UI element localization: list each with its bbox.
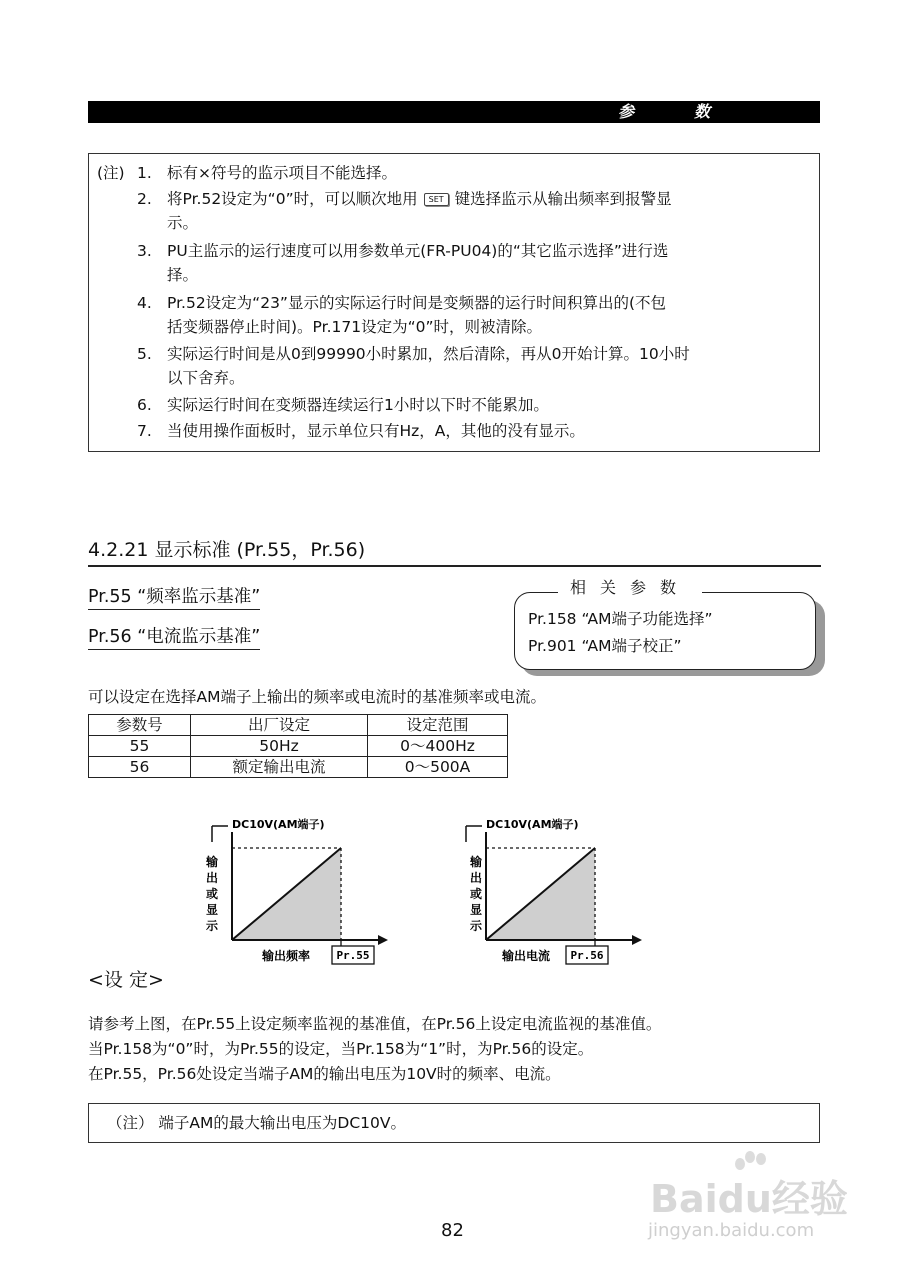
chart-1-ylabel-char: 显	[205, 903, 219, 917]
setting-line-1: 请参考上图，在Pr.55上设定频率监视的基准值，在Pr.56上设定电流监视的基准值。	[88, 1015, 662, 1033]
note-5-line-1: 实际运行时间是从0到99990小时累加，然后清除，再从0开始计算。10小时	[167, 345, 690, 363]
table-row	[89, 757, 508, 778]
chart-1-ylabel-char: 输	[205, 855, 219, 869]
note2-box	[88, 1103, 820, 1143]
note-3-num: 3.	[137, 242, 152, 260]
chart-current	[454, 812, 644, 970]
note-1-line-1: 标有×符号的监示项目不能选择。	[167, 164, 397, 182]
setting-line-3: 在Pr.55，Pr.56处设定当端子AM的输出电压为10V时的频率、电流。	[88, 1065, 561, 1083]
chart-2-ylabel	[469, 854, 483, 933]
note-5-line-2: 以下舍弃。	[167, 369, 245, 387]
note2-text: （注） 端子AM的最大输出电压为DC10V。	[107, 1114, 406, 1132]
intro-text: 可以设定在选择AM端子上输出的频率或电流时的基准频率或电流。	[88, 688, 546, 706]
note-7-line-1: 当使用操作面板时，显示单位只有Hz，A，其他的没有显示。	[167, 422, 585, 440]
watermark-text: Baidu经验	[650, 1177, 848, 1221]
table-cell: 55	[89, 736, 191, 757]
section-rule	[88, 565, 821, 567]
chart-2-xlabel: 输出电流	[502, 949, 551, 963]
related-item-pr158: Pr.158 “AM端子功能选择”	[528, 610, 713, 628]
chart-1-xlabel: 输出频率	[262, 949, 311, 963]
note-2-line-1-tail: 键选择监示从输出频率到报警显	[454, 190, 672, 208]
chart-2-xref: Pr.56	[570, 949, 604, 962]
chart-2-ylabel-char: 示	[469, 919, 483, 933]
note-2-line-1	[167, 190, 672, 208]
table-cell: 56	[89, 757, 191, 778]
note-4-line-2: 括变频器停止时间)。Pr.171设定为“0”时，则被清除。	[167, 318, 543, 336]
chart-2-ylabel-char: 出	[469, 871, 483, 885]
pr55-title: Pr.55 “频率监示基准”	[88, 586, 260, 610]
note-5-num: 5.	[137, 345, 152, 363]
page-number: 82	[441, 1220, 464, 1241]
table-header-cell: 出厂设定	[191, 715, 368, 736]
note-7-num: 7.	[137, 422, 152, 440]
chart-2-ylabel-char: 或	[469, 887, 483, 901]
chart-1-x-arrow-icon	[378, 935, 388, 945]
header-bar	[88, 101, 820, 123]
table-header-cell: 设定范围	[368, 715, 508, 736]
param-table	[88, 714, 508, 778]
notes-box	[88, 153, 820, 452]
related-item-pr901: Pr.901 “AM端子校正”	[528, 637, 682, 655]
note-1-num: 1.	[137, 164, 152, 182]
table-cell: 50Hz	[191, 736, 368, 757]
set-key-icon: SET	[424, 193, 449, 206]
chart-2-x-arrow-icon	[632, 935, 642, 945]
table-header-row	[89, 715, 508, 736]
table-cell: 0～500A	[368, 757, 508, 778]
note-3-line-1: PU主监示的运行速度可以用参数单元(FR-PU04)的“其它监示选择”进行选	[167, 242, 669, 260]
note-2-num: 2.	[137, 190, 152, 208]
table-cell: 额定输出电流	[191, 757, 368, 778]
chart-frequency	[200, 812, 390, 970]
setting-line-2: 当Pr.158为“0”时，为Pr.55的设定，当Pr.158为“1”时，为Pr.56的设定。	[88, 1040, 594, 1058]
related-params-box	[514, 592, 816, 670]
pr56-title: Pr.56 “电流监示基准”	[88, 626, 260, 650]
chart-1-ylabel-char: 或	[205, 887, 219, 901]
watermark-url: jingyan.baidu.com	[648, 1220, 815, 1241]
section-heading: 4.2.21 显示标准 (Pr.55，Pr.56)	[88, 539, 366, 561]
notes-prefix: (注)	[97, 164, 125, 182]
chart-2-ylabel-char: 输	[469, 855, 483, 869]
note-6-num: 6.	[137, 396, 152, 414]
chart-2-ylabel-char: 显	[469, 903, 483, 917]
table-header-cell: 参数号	[89, 715, 191, 736]
note-2-line-1-text: 将Pr.52设定为“0”时，可以顺次地用	[167, 190, 418, 208]
chart-1-ylabel	[205, 854, 219, 933]
chart-2-ylabel-top: DC10V(AM端子)	[486, 818, 579, 831]
chart-1-xref: Pr.55	[336, 949, 370, 962]
chart-1-ylabel-top: DC10V(AM端子)	[232, 818, 325, 831]
note-3-line-2: 择。	[167, 266, 199, 284]
related-params-title: 相关参数	[558, 578, 702, 598]
table-row	[89, 736, 508, 757]
setting-heading: <设 定>	[88, 969, 164, 991]
header-title: 参数	[617, 102, 770, 121]
note-2-line-2: 示。	[167, 214, 199, 232]
table-cell: 0～400Hz	[368, 736, 508, 757]
note-4-line-1: Pr.52设定为“23”显示的实际运行时间是变频器的运行时间积算出的(不包	[167, 294, 667, 312]
note-4-num: 4.	[137, 294, 152, 312]
chart-1-ylabel-char: 出	[205, 871, 219, 885]
chart-1-ylabel-char: 示	[205, 919, 219, 933]
note-6-line-1: 实际运行时间在变频器连续运行1小时以下时不能累加。	[167, 396, 549, 414]
